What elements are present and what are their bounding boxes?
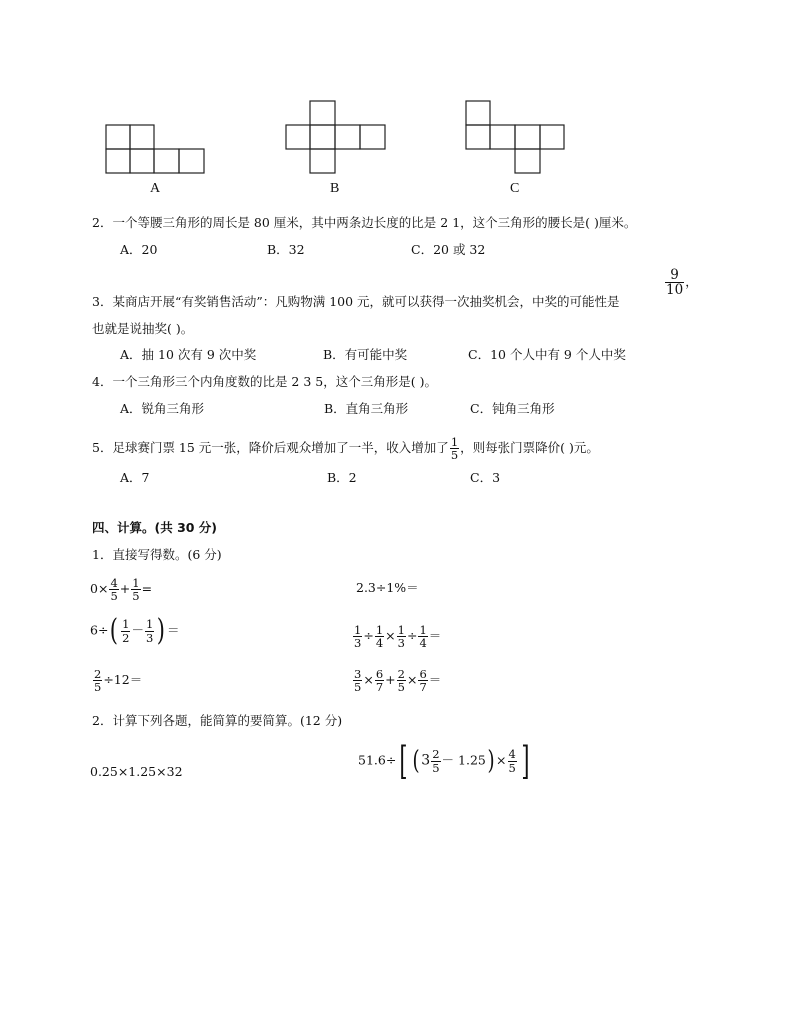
question-text-tail: ，则每张门票降价( )元。	[460, 440, 599, 456]
question-2	[92, 215, 636, 230]
question-3	[92, 294, 620, 309]
expression-6: $\frac{3}{5}$ × $\frac{6}{7}$ + $\frac{2}{5}$ × $\frac{6}{7}$ ＝	[354, 667, 442, 695]
question-5	[92, 436, 599, 461]
net-b	[286, 101, 385, 173]
expression-2: 2.3÷1%＝	[356, 580, 419, 595]
question-text: 一个等腰三角形的周长是 80 厘米，其中两条边长度的比是 2 1，这个三角形的腰长是( )厘米。	[112, 215, 637, 230]
option-c[interactable]: C．10 个人中有 9 个人中奖	[468, 347, 626, 362]
section-4-title: 四、计算。(共 30 分)	[92, 520, 218, 535]
expression-4: $\frac{1}{3}$ ÷ $\frac{1}{4}$ × $\frac{1}{3}$ ÷ $\frac{1}{4}$ ＝	[354, 623, 442, 651]
question-4	[92, 374, 437, 389]
option-a[interactable]: A．锐角三角形	[120, 401, 205, 416]
comma: ，	[685, 274, 698, 290]
net-label-b: B	[330, 181, 340, 196]
net-c	[466, 101, 564, 173]
option-c[interactable]: C．3	[470, 470, 501, 485]
option-b[interactable]: B．直角三角形	[324, 401, 409, 416]
question-text: 一个三角形三个内角度数的比是 2 3 5，这个三角形是( )。	[112, 374, 437, 389]
option-b[interactable]: B．2	[327, 470, 357, 485]
question-number: 2．	[92, 215, 113, 230]
option-c[interactable]: C．钝角三角形	[470, 401, 555, 416]
question-text: 足球赛门票 15 元一张，降价后观众增加了一半，收入增加了	[112, 440, 449, 456]
net-label-a: A	[150, 181, 161, 196]
cube-nets-figure	[0, 0, 794, 210]
question-number: 5．	[92, 440, 113, 456]
calculation-1: 0.25×1.25×32	[90, 764, 183, 779]
fraction-numerator: 9	[665, 268, 684, 283]
option-a[interactable]: A．20	[120, 242, 158, 257]
expression-5: $\frac{2}{5}$ ÷12＝	[94, 667, 143, 695]
net-a	[106, 125, 204, 173]
question-3-line-2: 也就是说抽奖( )。	[92, 321, 194, 336]
fraction-denominator: 10	[666, 282, 684, 299]
option-a[interactable]: A．抽 10 次有 9 次中奖	[120, 347, 257, 362]
question-text: 某商店开展“有奖销售活动”：凡购物满 100 元，就可以获得一次抽奖机会，中奖的可能性是	[112, 294, 620, 309]
subsection-1-title: 1．直接写得数。(6 分)	[92, 547, 222, 562]
option-a[interactable]: A．7	[120, 470, 150, 485]
question-number: 3．	[92, 294, 113, 309]
question-number: 4．	[92, 374, 113, 389]
net-label-c: C	[510, 181, 520, 196]
fraction-1-5: $\frac{1}{5}$	[450, 435, 459, 463]
expression-1: 0× $\frac{4}{5}$ + $\frac{1}{5}$ =	[90, 576, 153, 604]
expression-3: 6÷( $\frac{1}{2}$ － $\frac{1}{3}$ ) ＝	[90, 613, 180, 648]
subsection-2-title: 2．计算下列各题，能简算的要简算。(12 分)	[92, 713, 343, 728]
option-c[interactable]: C．20 或 32	[411, 242, 486, 257]
calculation-2: 51.6÷[ ( 3 $\frac{2}{5}$ － 1.25) × $\frac{4}{5}$ ]	[358, 739, 530, 783]
fraction-9-10	[664, 268, 698, 297]
option-b[interactable]: B．有可能中奖	[323, 347, 408, 362]
option-b[interactable]: B．32	[267, 242, 305, 257]
